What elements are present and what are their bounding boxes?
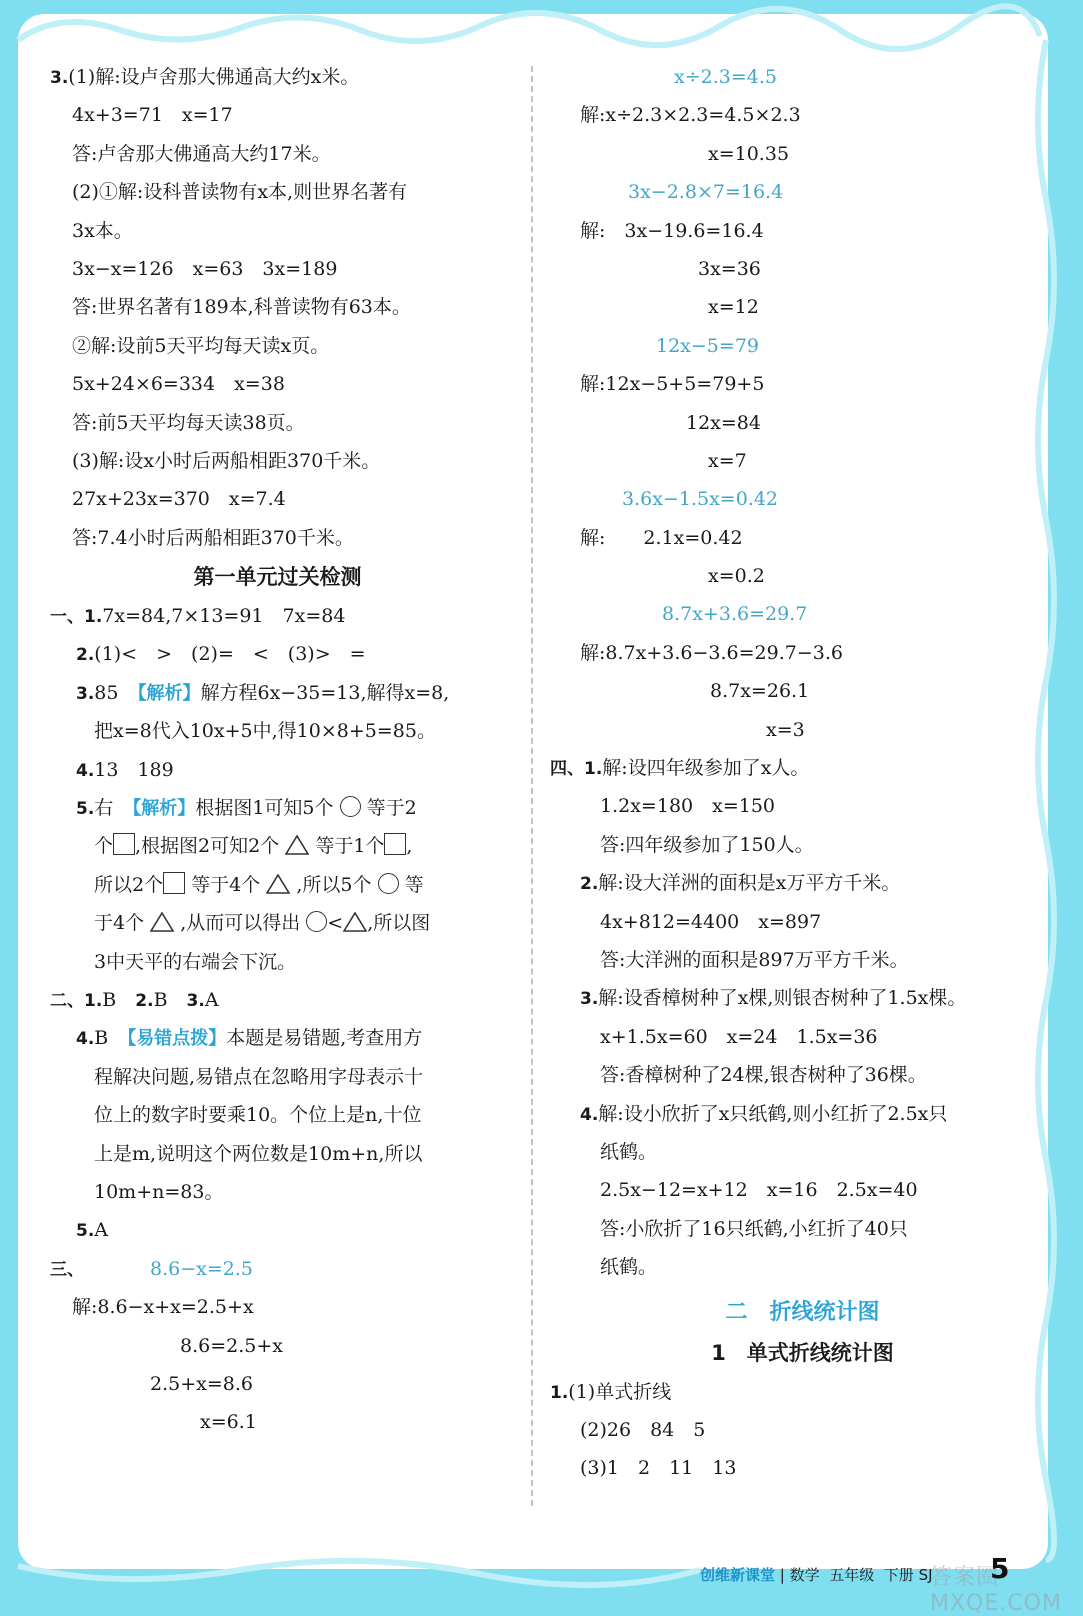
text-line: 8.7x=26.1	[710, 680, 810, 703]
text-line: 5.右 【解析】根据图1可知5个 等于2	[76, 797, 417, 820]
text-line: 解: 2.1x=0.42	[580, 526, 743, 549]
text-line: (2)①解:设科普读物有x本,则世界名著有	[72, 181, 408, 204]
footer-grade: 五年级	[829, 1566, 875, 1584]
error-tip-tag: 【易错点拨】	[127, 1028, 227, 1050]
chapter-title: 二 折线统计图	[725, 1299, 880, 1325]
circle-shape	[306, 911, 327, 932]
analysis-tag: 【解析】	[137, 682, 201, 704]
text-line: x=7	[708, 449, 747, 472]
footer-subject: 数学	[789, 1566, 820, 1584]
text-line: x=3	[766, 718, 805, 741]
text-line: 12x=84	[686, 411, 761, 434]
text-line: 答:前5天平均每天读38页。	[72, 411, 305, 434]
text-line: 于4个 ,从而可以得出 < ,所以图	[94, 912, 431, 935]
square-shape	[163, 872, 185, 894]
text-line: 答:7.4小时后两船相距370千米。	[72, 526, 354, 549]
text-line: ②解:设前5天平均每天读x页。	[72, 334, 330, 357]
text-line: 解:12x−5+5=79+5	[580, 373, 765, 396]
equation-line: 3.6x−1.5x=0.42	[622, 488, 779, 511]
text-line: 10m+n=83。	[94, 1180, 224, 1203]
text-line: 把x=8代入10x+5中,得10×8+5=85。	[94, 720, 436, 743]
analysis-tag: 【解析】	[132, 798, 196, 820]
text-line: 纸鹤。	[600, 1256, 658, 1279]
lesson-title: 1 单式折线统计图	[711, 1340, 894, 1365]
watermark: 答案圈 MXQE.COM	[930, 1565, 1062, 1616]
triangle-shape	[266, 874, 290, 894]
text-line: 4x+812=4400 x=897	[600, 910, 822, 933]
circle-shape	[340, 796, 361, 817]
text-line: 5.A	[76, 1219, 109, 1242]
text-line: 纸鹤。	[600, 1140, 658, 1163]
triangle-shape	[343, 912, 367, 932]
text-line: 3x本。	[72, 219, 133, 242]
text-line: 上是m,说明这个两位数是10m+n,所以	[94, 1142, 423, 1165]
page-footer	[700, 1561, 933, 1589]
text-line: 4.解:设小欣折了x只纸鹤,则小红折了2.5x只	[580, 1102, 948, 1125]
text-line: 二、1.B 2.B 3.A	[50, 988, 219, 1011]
text-line: 2.5x−12=x+12 x=16 2.5x=40	[600, 1179, 918, 1202]
text-line: 3中天平的右端会下沉。	[94, 950, 297, 973]
text-line: (3)1 2 11 13	[580, 1457, 737, 1480]
text-line: 4.B 【易错点拨】本题是易错题,考查用方	[76, 1027, 423, 1050]
text-line: (2)26 84 5	[580, 1418, 706, 1441]
text-line: 2.(1)< > (2)= < (3)> =	[76, 643, 366, 666]
left-column	[50, 58, 505, 1442]
text-line: 答:大洋洲的面积是897万平方千米。	[600, 948, 909, 971]
square-shape	[384, 833, 406, 855]
equation-line: 12x−5=79	[656, 334, 759, 357]
text-line: 解:8.6−x+x=2.5+x	[72, 1296, 254, 1319]
text-line: 1.2x=180 x=150	[600, 795, 776, 818]
text-line: 答:卢舍那大佛通高大约17米。	[72, 142, 331, 165]
page-number: 5	[990, 1552, 1010, 1585]
text-line: 3.(1)解:设卢舍那大佛通高大约x米。	[50, 66, 360, 88]
text-line: 个 ,根据图2可知2个 等于1个 ,	[94, 835, 413, 858]
text-line: x=10.35	[708, 142, 790, 165]
footer-edition: SJ	[918, 1566, 933, 1584]
text-line: 1.(1)单式折线	[550, 1380, 672, 1403]
text-line: 答:香樟树种了24棵,银杏树种了36棵。	[600, 1064, 927, 1087]
brand-name: 创维新课堂	[700, 1566, 776, 1584]
text-line: 一、1.7x=84,7×13=91 7x=84	[50, 605, 346, 628]
text-line: x=12	[708, 296, 759, 319]
section-title: 第一单元过关检测	[193, 565, 362, 590]
equation-line: 8.7x+3.6=29.7	[662, 603, 808, 626]
square-shape	[113, 833, 135, 855]
equation-line: x÷2.3=4.5	[674, 66, 777, 88]
text-line: 解: 3x−19.6=16.4	[580, 219, 764, 242]
text-line: 三、 8.6−x=2.5	[50, 1257, 253, 1280]
text-line: 答:四年级参加了150人。	[600, 833, 814, 856]
text-line: 四、1.解:设四年级参加了x人。	[550, 757, 810, 780]
text-line: 解:x÷2.3×2.3=4.5×2.3	[580, 104, 801, 127]
equation-line: 3x−2.8×7=16.4	[628, 181, 784, 204]
text-line: 4.13 189	[76, 758, 174, 781]
text-line: 2.解:设大洋洲的面积是x万平方千米。	[580, 872, 901, 895]
text-line: x=0.2	[708, 565, 765, 588]
text-line: (3)解:设x小时后两船相距370千米。	[72, 449, 381, 472]
text-line: 3x−x=126 x=63 3x=189	[72, 257, 338, 280]
text-line: 解:8.7x+3.6−3.6=29.7−3.6	[580, 641, 843, 664]
text-line: 答:世界名著有189本,科普读物有63本。	[72, 296, 411, 319]
text-line: 27x+23x=370 x=7.4	[72, 488, 286, 511]
text-line: 3.解:设香樟树种了x棵,则银杏树种了1.5x棵。	[580, 987, 967, 1010]
text-line: 8.6=2.5+x	[180, 1334, 283, 1357]
text-line: 3.85 【解析】解方程6x−35=13,解得x=8,	[76, 681, 450, 704]
footer-separator: |	[779, 1566, 785, 1584]
text-line: x+1.5x=60 x=24 1.5x=36	[600, 1025, 878, 1048]
text-line: 答:小欣折了16只纸鹤,小红折了40只	[600, 1217, 908, 1240]
text-line: 2.5+x=8.6	[150, 1372, 253, 1395]
triangle-shape	[150, 912, 174, 932]
text-line: 程解决问题,易错点在忽略用字母表示十	[94, 1065, 424, 1088]
circle-shape	[378, 873, 399, 894]
text-line: 位上的数字时要乘10。个位上是n,十位	[94, 1104, 422, 1127]
triangle-shape	[285, 835, 309, 855]
text-line: 5x+24×6=334 x=38	[72, 373, 285, 396]
column-divider	[531, 66, 533, 1506]
text-line: x=6.1	[200, 1411, 257, 1434]
text-line: 4x+3=71 x=17	[72, 104, 233, 127]
text-line: 所以2个 等于4个 ,所以5个 等	[94, 873, 424, 896]
right-column	[550, 58, 1025, 1488]
footer-volume: 下册	[883, 1566, 914, 1584]
text-line: 3x=36	[698, 257, 761, 280]
